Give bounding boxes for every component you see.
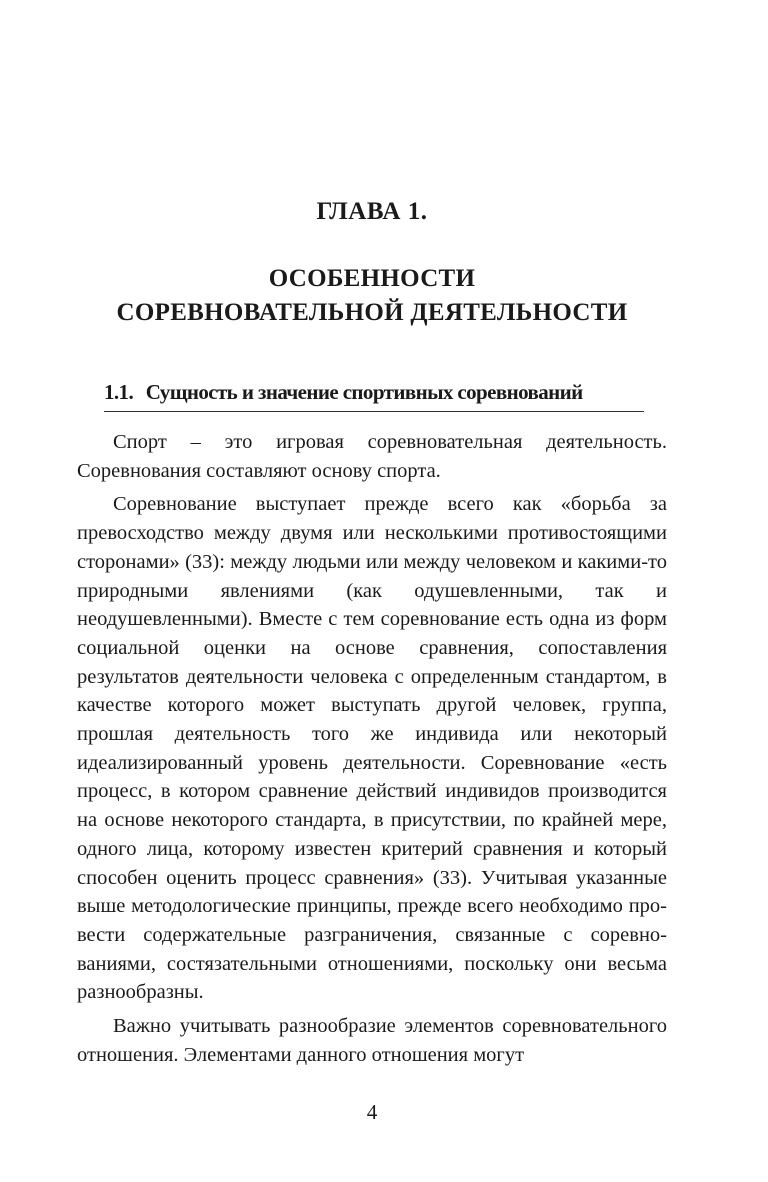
chapter-title: [0, 262, 744, 330]
section-number: 1.1.: [104, 380, 134, 404]
paragraph-3: Важно учитывать разнообразие элементов соревновательного отношения. Элементами данного отношения могут: [77, 1015, 667, 1066]
paragraph-1: Спорт – это игровая соревновательная деятельность. Соревнования составляют основу спорта.: [77, 431, 667, 482]
chapter-title-line-2: СОРЕВНОВАТЕЛЬНОЙ ДЕЯТЕЛЬНОСТИ: [116, 299, 628, 326]
chapter-title-line-1: ОСОБЕННОСТИ: [268, 265, 476, 292]
section-title: Сущность и значение спортивных соревнований: [145, 380, 583, 404]
paragraph-2: Соревнование выступает прежде всего как «борьба за превосходство между двумя или несколькими противостоящими сторонами» (33): между людьми или между человеком и какими-то природными явлениями (как одушевленными, так и неодушевленными). Вместе с тем соревнование есть одна из форм социальной оценки на основе сравнения, сопоставления результатов деятельности человека с определенным стандартом, в качестве которого может выступать другой человек, группа, прошлая деятельность того же индивида или некоторый идеализированный уровень деятельности. Соревнование «есть процесс, в котором сравнение действий индивидов производится на основе некоторого стандарта, в присутствии, по крайней мере, одного лица, которому известен критерий сравнения и который способен оценить процесс сравнения» (33). Учитывая указанные выше методологические принципы, прежде всего необходимо провести содержательные разграничения, связанные с соревнованиями, состязательными отношениями, поскольку они весьма разнообразны.: [77, 493, 667, 1004]
section-heading: [104, 380, 644, 412]
page-number: 4: [366, 1100, 378, 1124]
body-text: [77, 428, 667, 1074]
chapter-label: ГЛАВА 1.: [316, 198, 428, 225]
